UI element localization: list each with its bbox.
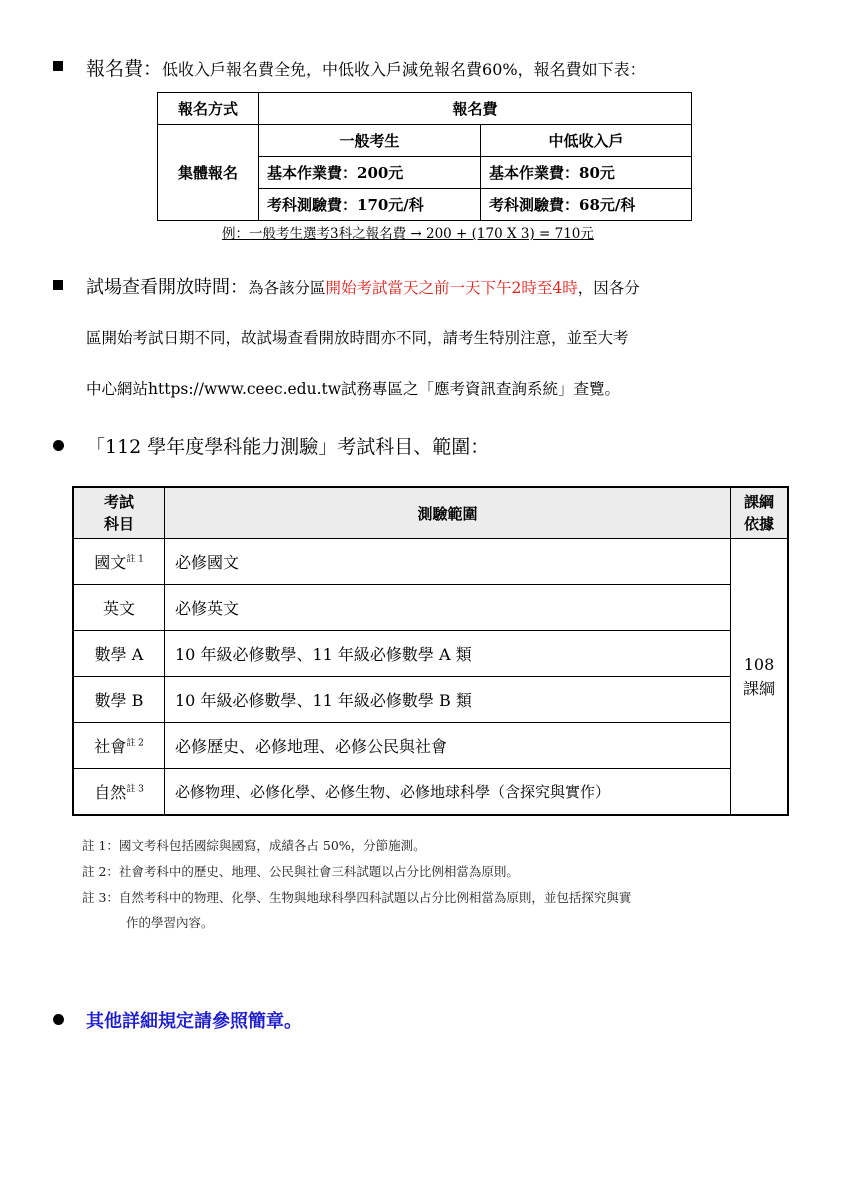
subject-cell	[73, 539, 165, 585]
subject-name: 英文	[102, 599, 135, 618]
fee-col-method: 報名方式	[158, 93, 259, 125]
venue-line-1	[86, 273, 640, 299]
subject-name: 自然	[94, 783, 127, 802]
basis-cell	[731, 539, 789, 816]
venue-line1-pre: 為各該分區	[248, 279, 326, 297]
venue-line1-post: ，因各分	[577, 279, 640, 297]
scope-cell: 必修歷史、必修地理、必修公民與社會	[165, 723, 731, 769]
subject-name: 國文	[94, 553, 127, 572]
round-bullet-icon	[53, 440, 64, 451]
subject-cell	[73, 677, 165, 723]
subject-cell	[73, 723, 165, 769]
subject-head-scope: 測驗範圍	[165, 487, 731, 539]
fee-col-general: 一般考生	[259, 125, 481, 157]
subject-name: 數學 A	[94, 645, 144, 664]
subject-table	[72, 486, 789, 816]
basis-line-2: 課綱	[742, 678, 775, 698]
venue-line1-red: 開始考試當天之前一天下午2時至4時	[325, 279, 578, 297]
fee-desc: 低收入戶報名費全免，中低收入戶減免報名費60%，報名費如下表：	[162, 60, 646, 79]
footnote-2: 註 2：社會考科中的歷史、地理、公民與社會三科試題以占分比例相當為原則。	[82, 864, 519, 879]
scope-cell: 必修物理、必修化學、必修生物、必修地球科學（含探究與實作）	[165, 769, 731, 816]
subject-head-subject-1: 考試	[103, 493, 134, 511]
subject-head-subject-2: 科目	[103, 515, 134, 533]
subject-head-subject	[73, 487, 165, 539]
fee-general-base: 基本作業費：200元	[259, 157, 481, 189]
table-row	[73, 585, 788, 631]
fee-heading	[86, 54, 646, 81]
table-row	[73, 723, 788, 769]
scope-cell: 必修國文	[165, 539, 731, 585]
fee-example: 例：一般考生選考3科之報名費 → 200 + (170 X 3) = 710元	[222, 226, 594, 242]
fee-general-subject: 考科測驗費：170元/科	[259, 189, 481, 221]
footnote-3: 註 3：自然考科中的物理、化學、生物與地球科學四科試題以占分比例相當為原則，並包括探究與實	[82, 890, 632, 905]
subject-note-mark: 註 2	[126, 738, 144, 749]
venue-line-3: 中心網站https://www.ceec.edu.tw試務專區之「應考資訊查詢系統」查覽。	[86, 380, 621, 398]
subject-name: 社會	[94, 737, 127, 756]
subject-note-mark: 註 3	[126, 784, 144, 795]
footnote-1: 註 1：國文考科包括國綜與國寫，成績各占 50%，分節施測。	[82, 838, 426, 853]
fee-low-base: 基本作業費：80元	[481, 157, 692, 189]
square-bullet-icon	[53, 280, 63, 290]
table-row	[73, 631, 788, 677]
table-row	[73, 677, 788, 723]
round-bullet-icon	[53, 1014, 64, 1025]
venue-line-2: 區開始考試日期不同，故試場查看開放時間亦不同，請考生特別注意，並至大考	[86, 329, 629, 347]
subject-head-basis-1: 課綱	[743, 493, 774, 511]
table-row	[73, 539, 788, 585]
basis-line-1: 108	[743, 654, 775, 674]
subject-cell	[73, 631, 165, 677]
table-row	[73, 769, 788, 816]
fee-low-subject: 考科測驗費：68元/科	[481, 189, 692, 221]
square-bullet-icon	[53, 61, 63, 71]
fee-title: 報名費：	[86, 58, 163, 80]
fee-col-low: 中低收入戶	[481, 125, 692, 157]
scope-cell: 10 年級必修數學、11 年級必修數學 A 類	[165, 631, 731, 677]
venue-title: 試場查看開放時間：	[86, 277, 248, 298]
scope-cell: 10 年級必修數學、11 年級必修數學 B 類	[165, 677, 731, 723]
subject-head-basis-2: 依據	[743, 515, 774, 533]
subject-head-basis	[731, 487, 789, 539]
fee-method: 集體報名	[158, 125, 259, 221]
other-rules-text: 其他詳細規定請參照簡章。	[86, 1011, 302, 1032]
subject-cell	[73, 769, 165, 816]
subject-cell	[73, 585, 165, 631]
subject-note-mark: 註 1	[126, 554, 144, 565]
scope-cell: 必修英文	[165, 585, 731, 631]
footnote-3-cont: 作的學習內容。	[126, 915, 214, 930]
fee-table	[157, 92, 692, 221]
subject-heading: 「112 學年度學科能力測驗」考試科目、範圍：	[86, 436, 490, 458]
fee-col-fee: 報名費	[259, 93, 692, 125]
subject-name: 數學 B	[94, 691, 144, 710]
